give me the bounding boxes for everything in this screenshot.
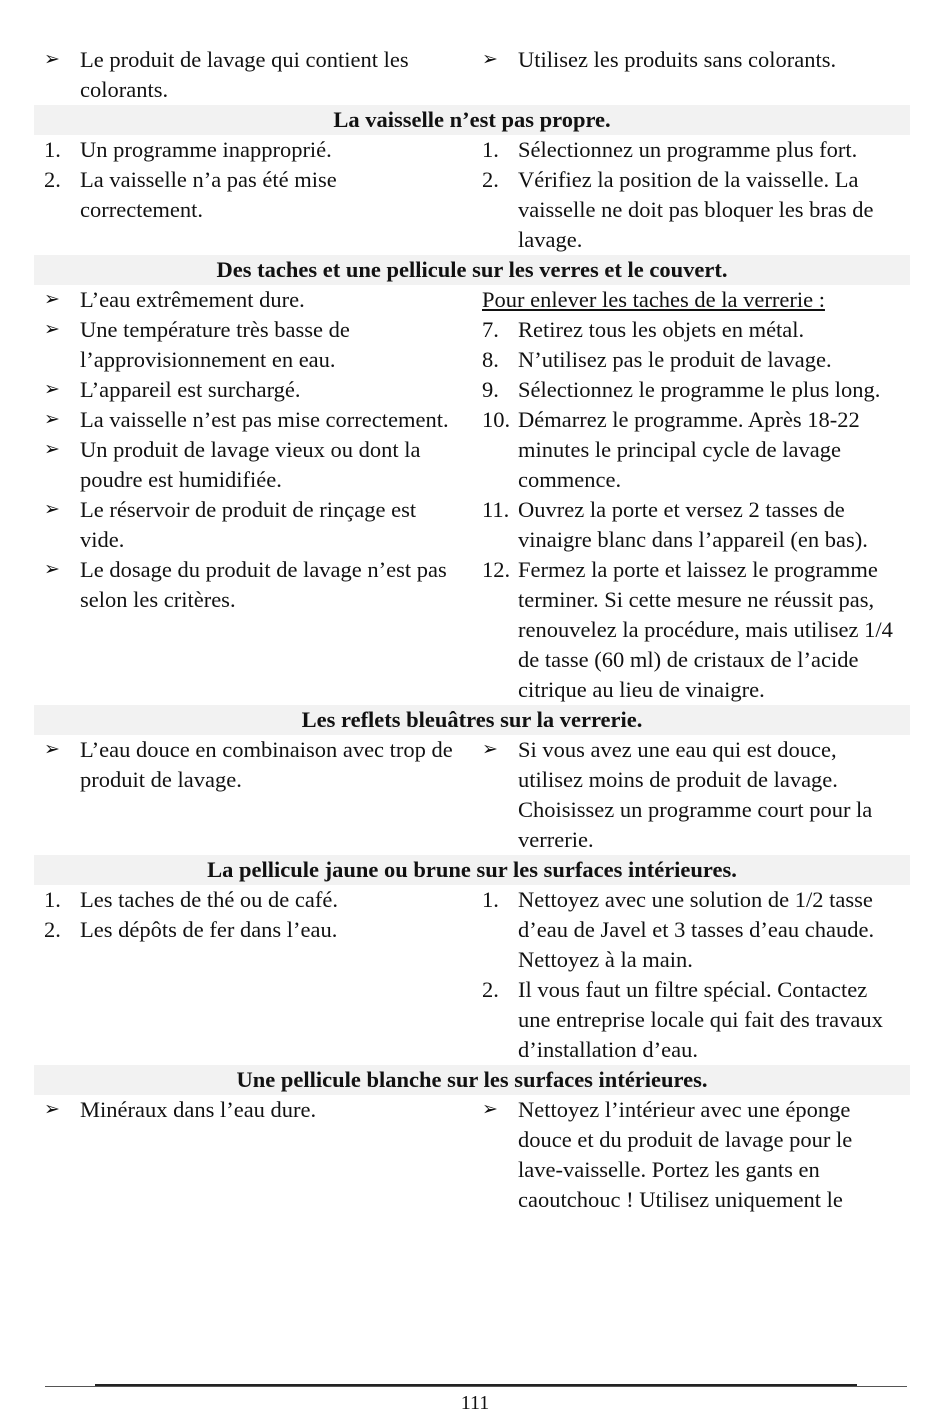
- item-text: Nettoyez avec une solution de 1/2 tasse d’eau de Javel et 3 tasses d’eau chaude. Nettoyez à la main.: [518, 887, 875, 972]
- remedy-column: [472, 735, 910, 855]
- item-number: 7.: [482, 317, 499, 342]
- item-text: Un produit de lavage vieux ou dont la poudre est humidifiée.: [80, 437, 421, 492]
- arrow-bullet-icon: ➢: [482, 1099, 498, 1120]
- page-number: 111: [460, 1392, 490, 1414]
- item-text: Ouvrez la porte et versez 2 tasses de vinaigre blanc dans l’appareil (en bas).: [518, 497, 868, 552]
- item-number: 1.: [44, 887, 61, 912]
- item-text: La vaisselle n’a pas été mise correctement.: [80, 167, 337, 222]
- item-number: 1.: [482, 887, 499, 912]
- item-number: 10.: [482, 407, 511, 432]
- item-text: Fermez la porte et laissez le programme terminer. Si cette mesure ne réussit pas, renouvelez la procédure, mais utilisez 1/4 de tasse (60 ml) de cristaux de l’acide citrique au lieu de vinaigre.: [518, 557, 893, 702]
- numbered-item: [482, 345, 902, 375]
- section-row: [34, 45, 910, 105]
- section-row: [34, 1095, 910, 1215]
- item-text: Le réservoir de produit de rinçage est vide.: [80, 497, 417, 552]
- section-heading: La vaisselle n’est pas propre.: [34, 105, 910, 135]
- bullet-item: [44, 735, 464, 795]
- arrow-bullet-icon: ➢: [482, 739, 498, 760]
- arrow-bullet-icon: ➢: [44, 379, 60, 400]
- item-text: Minéraux dans l’eau dure.: [80, 1097, 317, 1122]
- bullet-item: [44, 45, 464, 105]
- item-text: Un programme inapproprié.: [80, 137, 332, 162]
- item-text: La vaisselle n’est pas mise correctement.: [80, 407, 449, 432]
- item-number: 1.: [482, 137, 499, 162]
- numbered-item: [482, 135, 902, 165]
- section-row: [34, 735, 910, 855]
- remedy-column: [472, 45, 910, 105]
- footer-rule: [45, 1386, 907, 1387]
- arrow-bullet-icon: ➢: [44, 409, 60, 430]
- item-text: Les dépôts de fer dans l’eau.: [80, 917, 338, 942]
- numbered-item: [482, 885, 902, 975]
- item-text: Nettoyez l’intérieur avec une éponge douce et du produit de lavage pour le lave-vaisselle. Portez les gants en caoutchouc ! Utilisez uniquement le: [518, 1097, 853, 1212]
- item-number: 1.: [44, 137, 61, 162]
- bullet-item: [44, 405, 464, 435]
- numbered-item: [482, 495, 902, 555]
- section-heading: Une pellicule blanche sur les surfaces intérieures.: [34, 1065, 910, 1095]
- item-text: Il vous faut un filtre spécial. Contactez une entreprise locale qui fait des travaux d’installation d’eau.: [518, 977, 883, 1062]
- bullet-item: [44, 495, 464, 555]
- numbered-item: [482, 405, 902, 495]
- remedy-column: [472, 1095, 910, 1215]
- bullet-item: [482, 1095, 902, 1215]
- section-heading: La pellicule jaune ou brune sur les surfaces intérieures.: [34, 855, 910, 885]
- section-row: [34, 285, 910, 705]
- item-text: L’eau douce en combinaison avec trop de produit de lavage.: [80, 737, 453, 792]
- cause-column: [34, 285, 472, 705]
- arrow-bullet-icon: ➢: [44, 49, 60, 70]
- cause-column: [34, 735, 472, 855]
- numbered-item: [44, 135, 464, 165]
- bullet-item: [44, 1095, 464, 1125]
- troubleshooting-table: [34, 45, 910, 1215]
- item-text: Le produit de lavage qui contient les colorants.: [80, 47, 409, 102]
- item-number: 11.: [482, 497, 510, 522]
- numbered-item: [482, 555, 902, 705]
- arrow-bullet-icon: ➢: [44, 559, 60, 580]
- cause-column: [34, 1095, 472, 1215]
- bullet-item: [44, 375, 464, 405]
- remedy-column: [472, 885, 910, 1065]
- numbered-item: [44, 915, 464, 945]
- item-text: Démarrez le programme. Après 18-22 minutes le principal cycle de lavage commence.: [518, 407, 860, 492]
- item-text: Si vous avez une eau qui est douce, utilisez moins de produit de lavage. Choisissez un programme court pour la verrerie.: [518, 737, 873, 852]
- item-number: 9.: [482, 377, 499, 402]
- item-text: Sélectionnez un programme plus fort.: [518, 137, 858, 162]
- remedy-column: [472, 285, 910, 705]
- section-heading: Des taches et une pellicule sur les verres et le couvert.: [34, 255, 910, 285]
- item-text: L’appareil est surchargé.: [80, 377, 301, 402]
- remedy-column: [472, 135, 910, 255]
- item-text: Vérifiez la position de la vaisselle. La vaisselle ne doit pas bloquer les bras de lavage.: [518, 167, 874, 252]
- section-row: [34, 135, 910, 255]
- item-number: 12.: [482, 557, 511, 582]
- bullet-item: [44, 285, 464, 315]
- numbered-item: [44, 885, 464, 915]
- numbered-item: [44, 165, 464, 225]
- item-text: Les taches de thé ou de café.: [80, 887, 338, 912]
- numbered-item: [482, 315, 902, 345]
- item-text: L’eau extrêmement dure.: [80, 287, 305, 312]
- cause-column: [34, 135, 472, 255]
- item-number: 2.: [482, 167, 499, 192]
- footer-rule-bold: [95, 1384, 857, 1386]
- arrow-bullet-icon: ➢: [44, 319, 60, 340]
- item-text: Le dosage du produit de lavage n’est pas selon les critères.: [80, 557, 447, 612]
- arrow-bullet-icon: ➢: [44, 439, 60, 460]
- item-number: 2.: [44, 917, 61, 942]
- item-text: Utilisez les produits sans colorants.: [518, 47, 837, 72]
- numbered-item: [482, 975, 902, 1065]
- subheading: Pour enlever les taches de la verrerie :: [482, 287, 825, 312]
- arrow-bullet-icon: ➢: [44, 289, 60, 310]
- arrow-bullet-icon: ➢: [44, 1099, 60, 1120]
- numbered-item: [482, 375, 902, 405]
- bullet-item: [482, 45, 902, 75]
- arrow-bullet-icon: ➢: [44, 499, 60, 520]
- item-text: Retirez tous les objets en métal.: [518, 317, 805, 342]
- arrow-bullet-icon: ➢: [44, 739, 60, 760]
- bullet-item: [44, 315, 464, 375]
- bullet-item: [44, 555, 464, 615]
- item-number: 2.: [44, 167, 61, 192]
- cause-column: [34, 885, 472, 1065]
- bullet-item: [482, 735, 902, 855]
- item-text: Sélectionnez le programme le plus long.: [518, 377, 881, 402]
- arrow-bullet-icon: ➢: [482, 49, 498, 70]
- numbered-item: [482, 165, 902, 255]
- bullet-item: [44, 435, 464, 495]
- item-text: Une température très basse de l’approvisionnement en eau.: [80, 317, 350, 372]
- item-text: N’utilisez pas le produit de lavage.: [518, 347, 832, 372]
- section-row: [34, 885, 910, 1065]
- section-heading: Les reflets bleuâtres sur la verrerie.: [34, 705, 910, 735]
- item-number: 8.: [482, 347, 499, 372]
- cause-column: [34, 45, 472, 105]
- item-number: 2.: [482, 977, 499, 1002]
